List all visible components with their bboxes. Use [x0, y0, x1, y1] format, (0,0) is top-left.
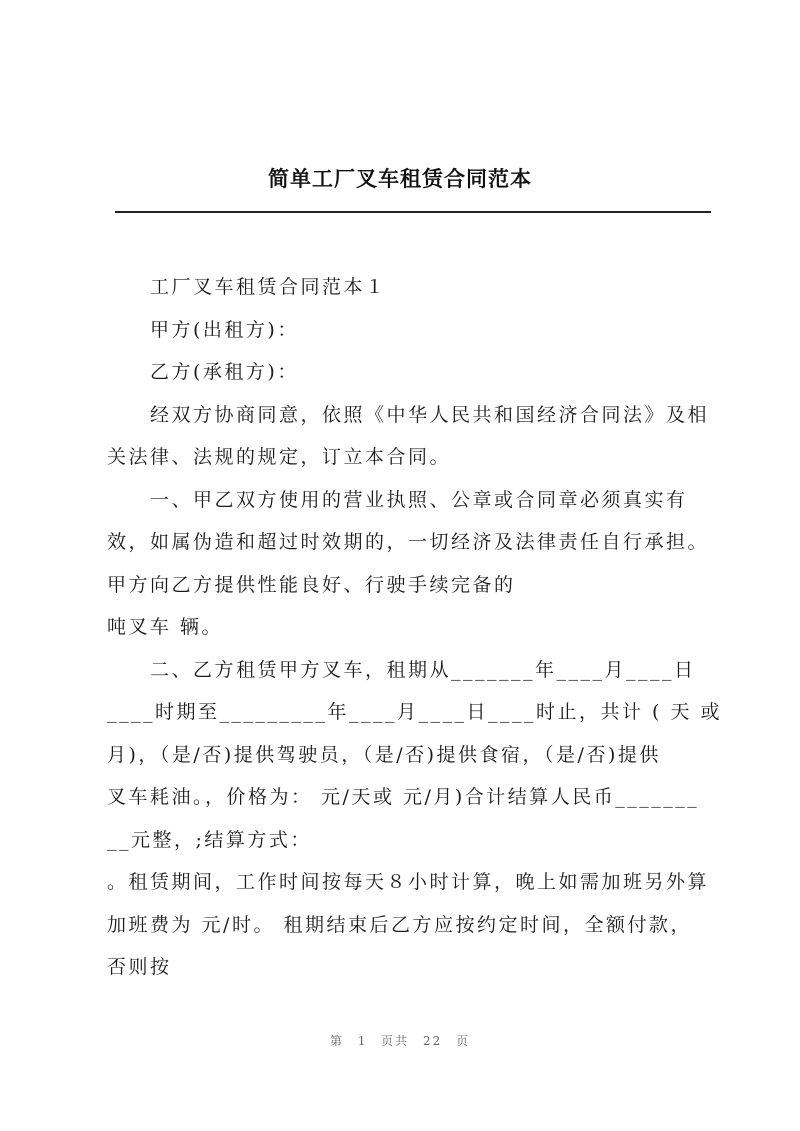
document-title: 简单工厂叉车租赁合同范本: [268, 167, 532, 191]
footer-page-number: 1: [357, 1034, 368, 1048]
body-line: ____时期至_________年____月____日____时止，共计 ( 天 或: [107, 701, 723, 723]
body-line: 月)，（是/否)提供驾驶员，（是/否)提供食宿，（是/否)提供: [107, 743, 661, 766]
body-line: 否则按: [107, 956, 172, 978]
body-line: __元整，;结算方式：: [107, 828, 312, 851]
body-line: 加班费为 元/时。 租期结束后乙方应按约定时间，全额付款，: [107, 913, 692, 936]
body-line: 甲方(出租方)：: [150, 318, 299, 341]
body-line: 二、乙方租赁甲方叉车，租期从_______年____月____日: [150, 658, 696, 681]
footer-suffix: 页: [456, 1034, 471, 1048]
footer-prefix: 第: [329, 1034, 344, 1048]
body-line: 关法律、法规的规定，订立本合同。: [107, 446, 452, 468]
page-footer: [0, 1032, 800, 1049]
body-line: 。租赁期间，工作时间按每天８小时计算，晚上如需加班另外算: [107, 871, 710, 893]
body-line: 效，如属伪造和超过时效期的，一切经济及法律责任自行承担。: [107, 531, 710, 553]
body-line: 经双方协商同意，依照《中华人民共和国经济合同法》及相: [150, 403, 710, 426]
body-line: 工厂叉车租赁合同范本１: [150, 276, 387, 298]
body-line: 叉车耗油。，价格为： 元/天或 元/月)合计结算人民币_______: [107, 786, 700, 808]
footer-total-pages: 22: [423, 1034, 443, 1048]
body-line: 乙方(承租方)：: [150, 361, 299, 383]
footer-middle: 页共: [381, 1034, 410, 1048]
body-line: 一、甲乙双方使用的营业执照、公章或合同章必须真实有: [150, 488, 688, 511]
body-line: 甲方向乙方提供性能良好、行驶手续完备的: [107, 573, 516, 596]
title-divider: [115, 211, 711, 213]
document-body: [107, 266, 723, 989]
body-line: 吨叉车 辆。: [107, 616, 224, 638]
